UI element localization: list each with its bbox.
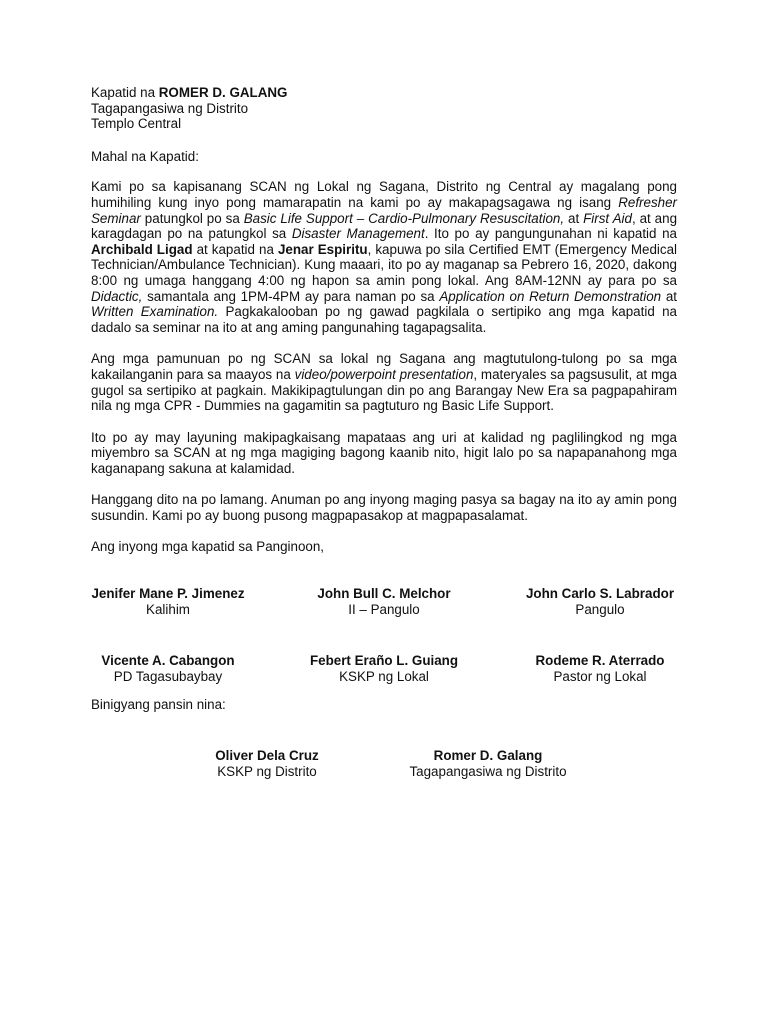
complimentary-close: Ang inyong mga kapatid sa Panginoon, — [91, 538, 325, 554]
signatory-name: John Bull C. Melchor — [317, 586, 451, 601]
signatory-role: Kalihim — [146, 601, 190, 617]
signatory-role: Pastor ng Lokal — [553, 668, 647, 684]
recipient-prefix: Kapatid na — [91, 85, 159, 100]
text-run: at — [661, 288, 678, 304]
signatory — [276, 586, 492, 617]
italic-run: Didactic, — [91, 288, 143, 304]
text-run: Kami po sa kapisanang SCAN ng Lokal ng Sagana, Distrito ng Central ay magalang pong humihiling kung inyo pong mamarapatin na kami po ay makapagsagawa ng isang — [91, 179, 677, 210]
text-run: , kapuwa po sila Certified EMT (Emergency Medical Technician/Ambulance Technician). Kung maaari, ito po ay maganap sa Pebrero 16, 2020, dakong 8:00 ng umaga hanggang 4:00 ng hapon sa amin pong lokal. Ang 8AM-12NN ay para po sa — [91, 241, 677, 288]
signatory-name: Oliver Dela Cruz — [215, 748, 319, 763]
text-run: Ang mga pamunuan po ng SCAN sa lokal ng Sagana ang magtutulong-tulong po sa mga kakailanganin para sa maayos na — [91, 351, 677, 382]
paragraph-purpose: Ito po ay may layuning makipagkaisang mapataas ang uri at kalidad ng paglilingkod ng mga miyembro sa SCAN at ng mga magiging bagong kaanib nito, higit lalo po sa napapanahong mga kaganapang sakuna at kalamidad. — [91, 429, 677, 476]
signatory-role: Tagapangasiwa ng Distrito — [409, 763, 567, 779]
signatory — [60, 653, 276, 684]
noted-by-label: Binigyang pansin nina: — [91, 697, 226, 712]
signatory — [492, 653, 708, 684]
paragraph-support — [91, 351, 677, 413]
signatory-name: Romer D. Galang — [433, 748, 543, 763]
signatory-name: Vicente A. Cabangon — [101, 653, 235, 668]
signatory-role: KSKP ng Distrito — [217, 763, 317, 779]
signatory-role: Pangulo — [575, 601, 625, 617]
signatory-row-1 — [60, 586, 708, 617]
signatory-role: II – Pangulo — [348, 601, 420, 617]
signatory-role: KSKP ng Lokal — [339, 668, 429, 684]
signatory — [492, 586, 708, 617]
text-run: at — [564, 210, 584, 226]
signatory-row-2 — [60, 653, 708, 684]
italic-run: First Aid — [583, 210, 632, 226]
signatory-name: John Carlo S. Labrador — [525, 586, 675, 601]
bold-run: Archibald Ligad — [91, 241, 193, 257]
noted-signatory — [368, 748, 608, 779]
paragraph-request — [91, 179, 677, 335]
text-run: at kapatid na — [192, 241, 278, 257]
recipient-name-line — [91, 85, 677, 101]
text-run: , materyales sa pagsusulit, at mga gugol sa sertipiko at pagkain. Makikipagtulungan din po ang Barangay New Era sa pagpapahiram nila ng mga CPR - Dummies na gagamitin sa pagtuturo ng Basic Life Support. — [91, 366, 677, 414]
letter-body — [91, 85, 677, 554]
recipient-name: ROMER D. GALANG — [158, 85, 288, 100]
text-run: Pagkakalooban po ng gawad pagkilala o sertipiko ang mga kapatid na dadalo sa seminar na ito at ang aming pangunahing tagapagsalita. — [91, 304, 677, 335]
bold-run: Jenar Espiritu — [277, 241, 368, 257]
signatory-name: Jenifer Mane P. Jimenez — [91, 586, 245, 601]
salutation: Mahal na Kapatid: — [91, 148, 199, 164]
recipient-title: Tagapangasiwa ng Distrito — [91, 100, 249, 116]
text-run: , at ang karagdagan po na patungkol sa — [91, 210, 678, 242]
signatory — [60, 586, 276, 617]
italic-run: Application on Return Demonstration — [439, 288, 662, 304]
recipient-block — [91, 85, 677, 132]
italic-run: Basic Life Support – Cardio-Pulmonary Resuscitation, — [243, 210, 565, 226]
recipient-location: Templo Central — [91, 116, 182, 132]
signatory-role: PD Tagasubaybay — [113, 668, 223, 684]
signatory — [276, 653, 492, 684]
signatory-name: Rodeme R. Aterrado — [535, 653, 665, 668]
noted-signatory — [147, 748, 387, 779]
italic-run: video/powerpoint presentation — [294, 366, 474, 382]
signatory-name: Febert Eraño L. Guiang — [309, 653, 459, 668]
paragraph-closing: Hanggang dito na po lamang. Anuman po ang inyong maging pasya sa bagay na ito ay amin pong susundin. Kami po ay buong pusong magpapasakop at magpapasalamat. — [91, 492, 677, 524]
italic-run: Disaster Management — [291, 226, 425, 242]
text-run: . Ito po ay pangungunahan ni kapatid na — [424, 226, 677, 242]
text-run: samantala ang 1PM-4PM ay para naman po sa — [142, 288, 440, 304]
text-run: patungkol po sa — [140, 210, 244, 226]
italic-run: Written Examination. — [91, 304, 219, 320]
italic-run: Refresher Seminar — [91, 194, 677, 226]
